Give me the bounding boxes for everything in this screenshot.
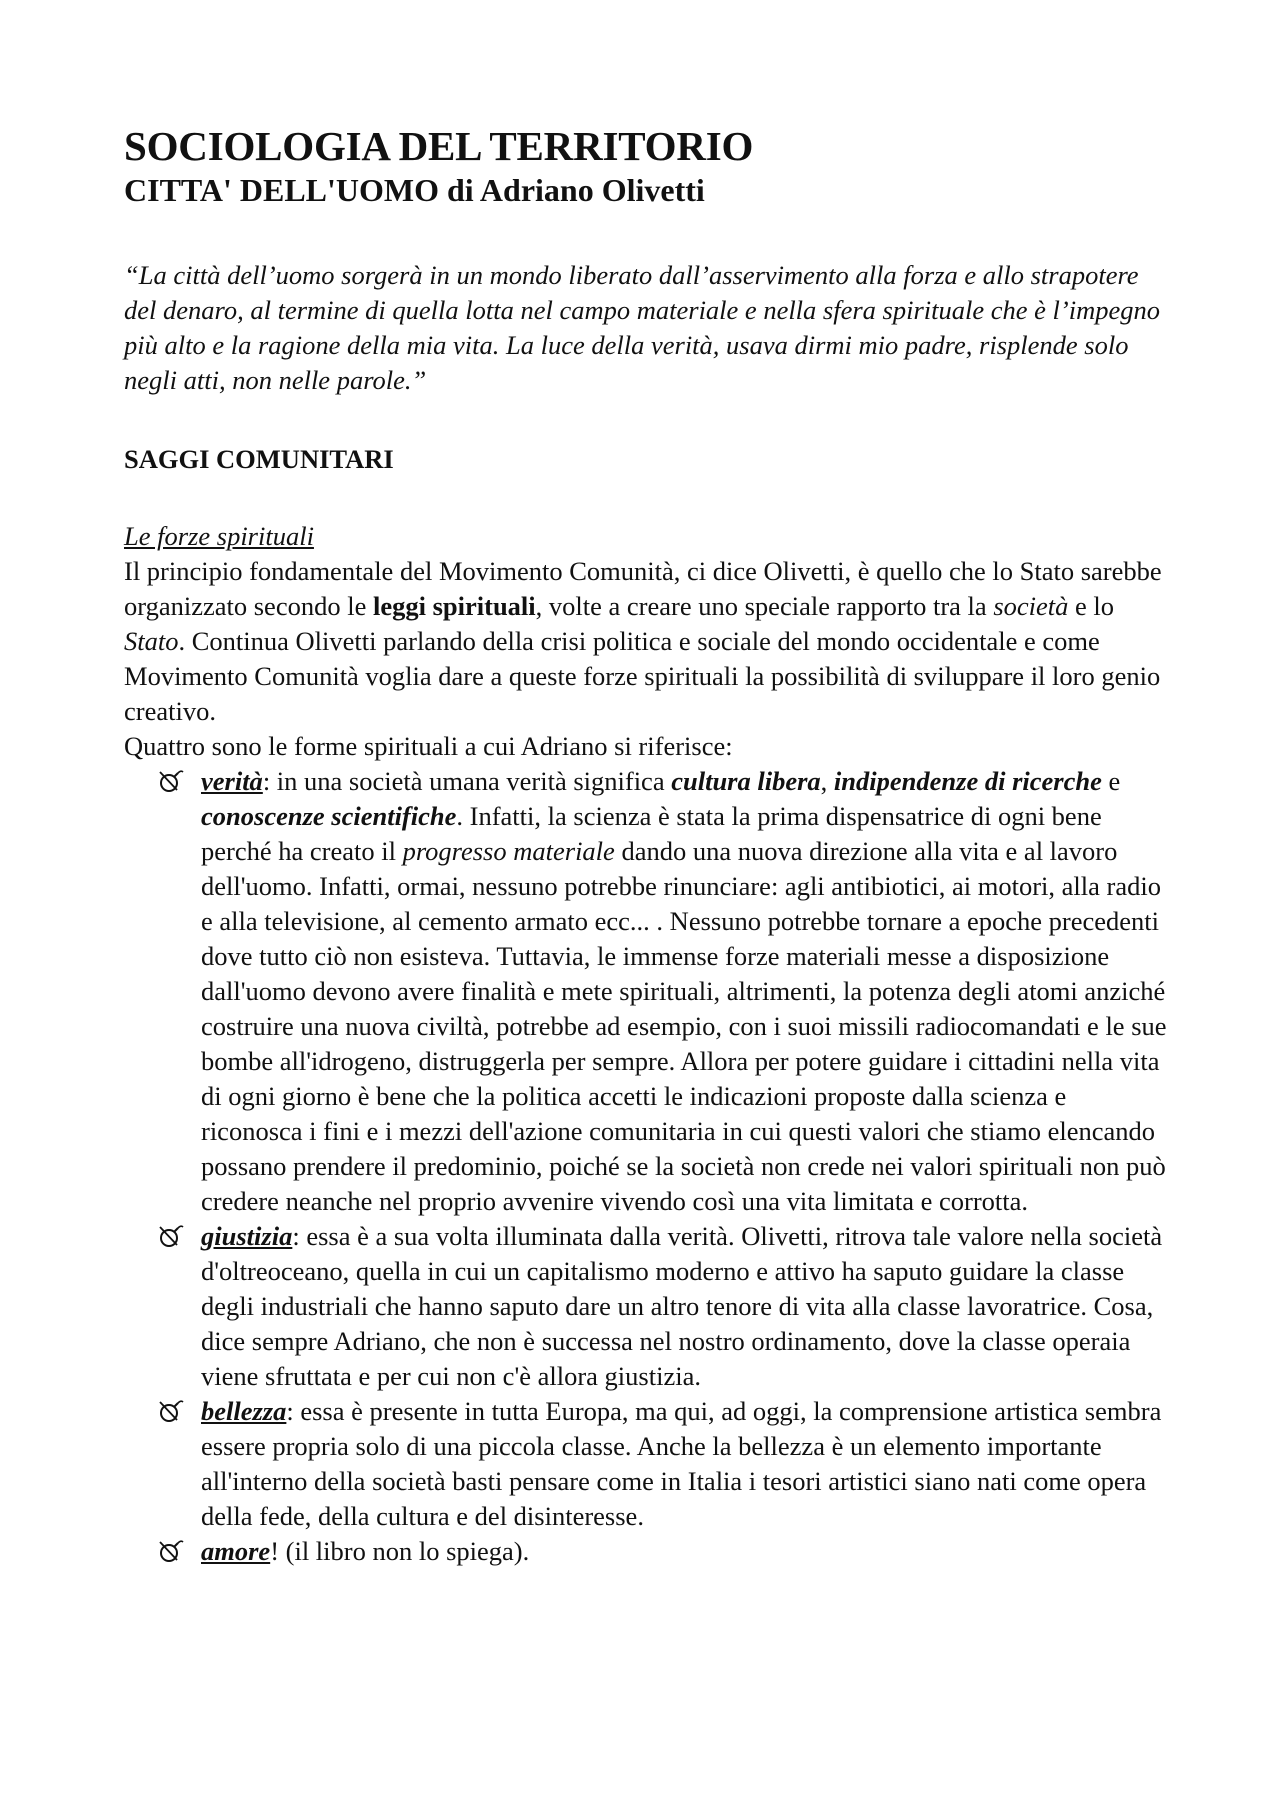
intro-bold-term: leggi spirituali bbox=[372, 591, 536, 621]
list-item bbox=[124, 1219, 1174, 1394]
value-italic: progresso materiale bbox=[402, 836, 615, 866]
list-item bbox=[124, 1394, 1174, 1534]
document-content bbox=[124, 122, 1174, 1569]
intro-text: , volte a creare uno speciale rapporto tra la bbox=[535, 591, 994, 621]
value-emphasis: cultura libera bbox=[671, 766, 821, 796]
document-title: SOCIOLOGIA DEL TERRITORIO bbox=[124, 123, 754, 169]
lead-in: Quattro sono le forme spirituali a cui Adriano si riferisce: bbox=[124, 731, 733, 761]
value-text: : in una società umana verità significa bbox=[262, 766, 672, 796]
document-subtitle: CITTA' DELL'UOMO di Adriano Olivetti bbox=[124, 172, 705, 208]
list-item bbox=[124, 764, 1174, 1219]
value-text: dando una nuova direzione alla vita e al lavoro dell'uomo. Infatti, ormai, nessuno potrebbe rinunciare: agli antibiotici, ai motori, alla radio e alla televisione, al cemento armato ecc... . Nessuno potrebbe tornare a epoche precedenti dove tutto ciò non esisteva. Tuttavia, le immense forze materiali messe a disposizione dall'uomo devono avere finalità e mete spirituali, altrimenti, la potenza degli atomi anziché costruire una nuova civiltà, potrebbe ad esempio, con i suoi missili radiocomandati e le sue bombe all'idrogeno, distruggerla per sempre. Allora per potere guidare i cittadini nella vita di ogni giorno è bene che la politica accetti le indicazioni proposte dalla scienza e riconosca i fini e i mezzi dell'azione comunitaria in cui questi valori che stiamo elencando possano prendere il predominio, poiché se la società non crede nei valori spirituali non può credere neanche nel proprio avvenire vivendo così una vita limitata e corrotta. bbox=[201, 836, 1167, 1216]
intro-paragraph bbox=[124, 554, 1174, 729]
intro-text: e lo bbox=[1068, 591, 1114, 621]
value-term: verità bbox=[201, 766, 263, 796]
value-text: , bbox=[820, 766, 834, 796]
opening-quote: “La città dell’uomo sorgerà in un mondo liberato dall’asservimento alla forza e allo strapotere del denaro, al termine di quella lotta nel campo materiale e nella sfera spirituale che è l’impegno più alto e la ragione della mia vita. La luce della verità, usava dirmi mio padre, risplende solo negli atti, non nelle parole.” bbox=[124, 260, 1160, 395]
list-item bbox=[124, 1534, 1174, 1569]
value-text: ! (il libro non lo spiega). bbox=[270, 1536, 530, 1566]
sub-heading: Le forze spirituali bbox=[124, 521, 314, 551]
intro-text: . Continua Olivetti parlando della crisi politica e sociale del mondo occidentale e come Movimento Comunità voglia dare a queste forze spirituali la possibilità di sviluppare il loro genio creativo. bbox=[124, 626, 1161, 726]
bomb-icon bbox=[157, 1224, 185, 1248]
intro-italic-term: Stato bbox=[124, 626, 179, 656]
value-text: e bbox=[1101, 766, 1121, 796]
bomb-icon bbox=[157, 769, 185, 793]
value-text: . Infatti, la scienza è stata la prima dispensatrice di ogni bene perché ha creato il bbox=[201, 801, 1102, 866]
value-text: : essa è a sua volta illuminata dalla verità. Olivetti, ritrova tale valore nella società d'oltreoceano, quella in cui un capitalismo moderno e attivo ha saputo guidare la classe degli industriali che hanno saputo dare un altro tenore di vita alla classe lavoratrice. Cosa, dice sempre Adriano, che non è successa nel nostro ordinamento, dove la classe operaia viene sfruttata e per cui non c'è allora giustizia. bbox=[201, 1221, 1163, 1391]
bomb-icon bbox=[157, 1539, 185, 1563]
value-term: amore bbox=[201, 1536, 271, 1566]
value-text: : essa è presente in tutta Europa, ma qui, ad oggi, la comprensione artistica sembra essere propria solo di una piccola classe. Anche la bellezza è un elemento importante all'interno della società basti pensare come in Italia i tesori artistici siano nati come opera della fede, della cultura e del disinteresse. bbox=[201, 1396, 1162, 1531]
value-emphasis: indipendenze di ricerche bbox=[833, 766, 1102, 796]
intro-italic-term: società bbox=[993, 591, 1069, 621]
bomb-icon bbox=[157, 1399, 185, 1423]
intro-text: Il principio fondamentale del Movimento Comunità, ci dice Olivetti, è quello che lo Stato sarebbe organizzato secondo le bbox=[124, 556, 1162, 621]
value-term: giustizia bbox=[201, 1221, 293, 1251]
value-term: bellezza bbox=[201, 1396, 287, 1426]
value-emphasis: conoscenze scientifiche bbox=[201, 801, 457, 831]
section-heading: SAGGI COMUNITARI bbox=[124, 444, 394, 474]
spiritual-forces-list bbox=[124, 764, 1174, 1569]
